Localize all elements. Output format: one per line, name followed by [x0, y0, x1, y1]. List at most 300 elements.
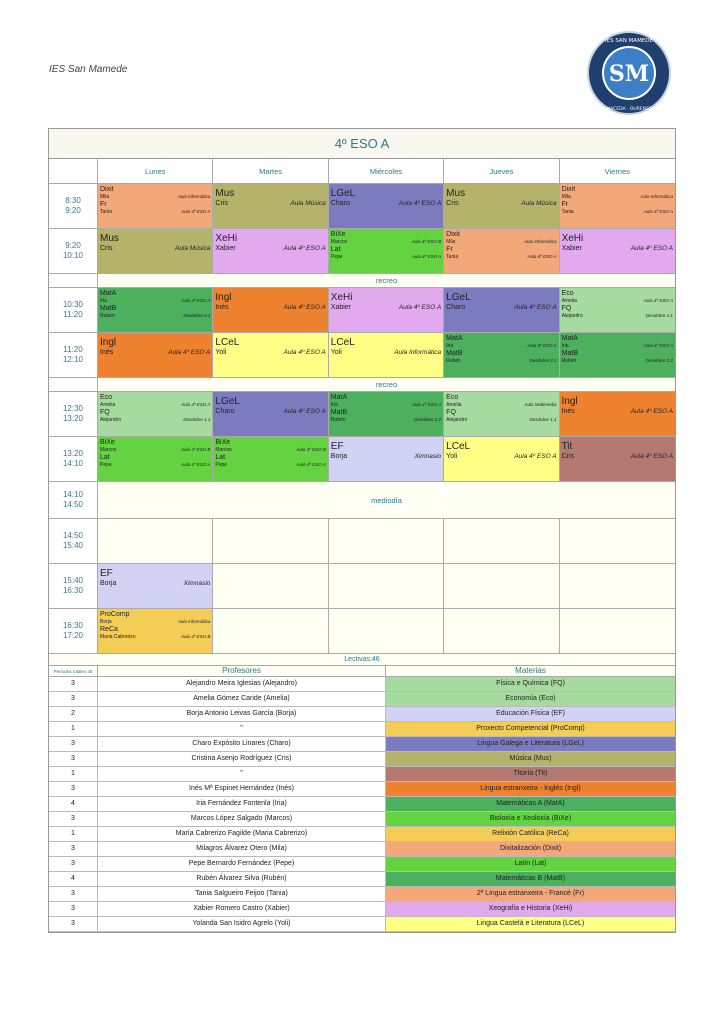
subject-code: Eco	[561, 290, 574, 297]
teacher-periods: 3	[49, 857, 98, 871]
teacher-periods: 3	[49, 677, 98, 691]
room-name: Aula 4º ESO A	[527, 254, 557, 259]
period-end: 16:30	[62, 586, 84, 595]
teacher-periods: 3	[49, 842, 98, 856]
slot-detail	[331, 348, 441, 357]
room-name: Aula 4º ESO A	[283, 304, 326, 311]
slot-detail	[215, 407, 325, 416]
teacher-name: Xabier	[215, 245, 236, 252]
class-slot[interactable]	[329, 392, 444, 436]
teacher-periods: 3	[49, 737, 98, 751]
period-end: 13:20	[62, 414, 84, 423]
class-slot[interactable]	[213, 333, 328, 377]
slot-detail	[100, 462, 210, 468]
teacher-name: Xabier	[330, 304, 352, 311]
period-end: 12:10	[62, 355, 84, 364]
subject-code: Dixit	[561, 186, 576, 193]
room-name: Aula 4º ESO A	[514, 453, 557, 460]
day-header: Martes	[213, 159, 328, 183]
teacher-periods: 3	[49, 902, 98, 916]
room-name: Aula Informática	[640, 194, 673, 199]
room-name: Aula 4º ESO A	[283, 245, 326, 252]
break-label: recreo	[98, 378, 675, 391]
class-slot[interactable]	[213, 288, 328, 332]
teacher-name: Charo	[215, 408, 235, 415]
subject-code: Ingl	[561, 396, 578, 407]
teacher-name: Tania	[561, 209, 574, 215]
logo-ring-bottom: MACEDA · OURENSE	[606, 107, 652, 112]
day-header: Lunes	[98, 159, 213, 183]
room-name: Aula 4º ESO A	[527, 343, 557, 348]
teacher-name: Xabier Romero Castro (Xabier)	[98, 902, 386, 916]
class-slot[interactable]	[213, 392, 328, 436]
period-row	[49, 229, 675, 274]
teacher-periods: 3	[49, 752, 98, 766]
class-slot[interactable]	[329, 288, 444, 332]
subject-code: XeHi	[215, 233, 238, 244]
subject-code: LGeL	[215, 396, 240, 407]
period-time	[49, 288, 98, 332]
period-row	[49, 609, 675, 654]
period-row	[49, 333, 675, 378]
legend-table	[49, 677, 675, 932]
room-name: Aula 4º ESO A	[168, 349, 211, 356]
class-slot	[213, 519, 328, 563]
period-row	[49, 288, 675, 333]
subject-code: Lat	[100, 454, 110, 461]
room-name: Aula 4º ESO A	[283, 349, 326, 356]
slot-detail	[331, 417, 441, 423]
subject-code: Fr	[100, 201, 107, 208]
room-name: Aula Música	[174, 245, 211, 252]
subject-name: Lingua Castelá e Literatura (LCeL)	[386, 917, 675, 931]
class-slot[interactable]	[329, 437, 444, 481]
break-time-cell	[49, 378, 98, 391]
class-slot[interactable]	[329, 184, 444, 228]
teacher-name: Tania	[100, 209, 112, 215]
class-slot[interactable]	[98, 609, 213, 653]
subject-name: Dixitalización (Dixit)	[386, 842, 675, 856]
room-name: Aula 4º ESO A	[643, 209, 673, 214]
class-slot[interactable]	[444, 437, 559, 481]
teacher-name: Pepe	[330, 254, 343, 260]
room-name: Aula 4º ESO A	[514, 304, 557, 311]
teacher-row	[49, 872, 675, 887]
teacher-name: Rubén	[100, 313, 115, 319]
subject-code: Ingl	[215, 292, 232, 303]
subject-code: BiXe	[215, 439, 231, 446]
teacher-name: Alejandro Meira Iglesias (Alejandro)	[98, 677, 386, 691]
subject-code: Dixit	[446, 231, 460, 238]
room-name: Ximnasio	[414, 453, 442, 460]
subject-code: BiXe	[100, 439, 115, 446]
teacher-name: Inés	[100, 349, 114, 356]
class-slot[interactable]	[329, 333, 444, 377]
room-name: Aula 4º ESO A	[398, 200, 442, 207]
teacher-name: Yoli	[446, 453, 458, 460]
slot-detail	[562, 358, 673, 364]
teacher-name: Amelia	[100, 402, 116, 408]
teacher-name: Tania	[446, 254, 459, 260]
teacher-name: "	[98, 722, 386, 736]
class-slot[interactable]	[213, 184, 328, 228]
room-name: Desdobre 2.2	[183, 313, 211, 318]
break-time-cell	[49, 274, 98, 287]
subject-code: LGeL	[446, 292, 471, 303]
teacher-name: Inés	[215, 304, 229, 311]
day-header: Viernes	[604, 166, 630, 176]
subject-name: Latín (Lat)	[386, 857, 675, 871]
period-end: 15:40	[62, 541, 84, 550]
teacher-name: Alejandro	[100, 417, 122, 423]
subject-code: FQ	[100, 409, 110, 416]
subject-code: MatA	[100, 290, 117, 297]
slot-detail	[562, 209, 673, 215]
teacher-name: Yoli	[215, 349, 227, 356]
lectivas-total: Lectivas:46	[49, 654, 675, 666]
break-label: recreo	[98, 274, 675, 287]
period-time	[49, 564, 98, 608]
slot-detail	[100, 209, 210, 215]
period-end: 14:10	[62, 459, 84, 468]
slot-detail	[562, 244, 673, 253]
teacher-name: Rubén	[561, 358, 577, 364]
room-name: Aula 4º ESO A	[181, 402, 211, 407]
room-name: Aula 4º ESO A	[630, 408, 673, 415]
teacher-row	[49, 797, 675, 812]
subject-name: Lingua estranxeira - Inglés (Ingl)	[386, 782, 675, 796]
period-time	[49, 437, 98, 481]
room-name: Desdobre 2.2	[414, 417, 442, 422]
slot-detail	[331, 452, 441, 461]
teacher-periods: 1	[49, 827, 98, 841]
timetable-grid	[49, 159, 675, 654]
teacher-row	[49, 857, 675, 872]
room-name: Aula 4º ESO B	[180, 634, 211, 639]
subject-name: Matemáticas A (MatA)	[386, 797, 675, 811]
teacher-name: Cristina Asenjo Rodríguez (Cris)	[98, 752, 386, 766]
teacher-periods: 3	[49, 887, 98, 901]
teacher-name: Cris	[561, 453, 575, 460]
teacher-row	[49, 722, 675, 737]
subject-code: MatB	[561, 350, 578, 357]
break-row	[49, 378, 675, 392]
class-slot[interactable]	[98, 564, 213, 608]
room-name: Desdobre 2.2	[529, 358, 557, 363]
teacher-name: Xabier	[561, 245, 582, 252]
corner-cell	[49, 159, 98, 183]
room-name: Aula 4º ESO B	[180, 447, 211, 452]
slot-detail	[215, 348, 325, 357]
slot-detail	[446, 358, 556, 364]
subject-code: MatA	[446, 335, 463, 342]
subject-code: MatB	[446, 350, 463, 357]
subject-code: Eco	[446, 394, 459, 401]
teacher-periods: 3	[49, 782, 98, 796]
class-slot	[444, 519, 559, 563]
teacher-periods: 3	[49, 917, 98, 931]
class-slot[interactable]	[444, 333, 559, 377]
room-name: Aula 4º ESO A	[296, 462, 326, 467]
slot-detail	[100, 313, 210, 319]
subject-code: LCeL	[330, 337, 355, 348]
class-slot[interactable]	[560, 288, 675, 332]
teacher-row	[49, 767, 675, 782]
slot-detail	[215, 199, 325, 208]
teacher-row	[49, 692, 675, 707]
period-time	[49, 184, 98, 228]
room-name: Aula 4º ESO A	[283, 408, 326, 415]
class-slot[interactable]	[560, 184, 675, 228]
teacher-name: Tania Salgueiro Feijoo (Tania)	[98, 887, 386, 901]
room-name: Aula 4º ESO A	[181, 298, 211, 303]
period-start: 15:40	[62, 576, 84, 586]
subject-code: ReCa	[100, 626, 118, 633]
teacher-name: Inés Mª Espinet Hernández (Inés)	[98, 782, 386, 796]
class-slot	[444, 564, 559, 608]
room-name: Aula Informática	[524, 239, 557, 244]
subject-code: BiXe	[330, 231, 346, 238]
teacher-name: Mila	[561, 194, 571, 200]
room-name: Aula 4º ESO B	[296, 447, 326, 452]
class-slot[interactable]	[444, 392, 559, 436]
class-slot[interactable]	[213, 229, 328, 273]
class-slot	[444, 609, 559, 653]
period-start: 14:50	[62, 531, 84, 541]
teacher-name: Mila	[446, 239, 456, 245]
class-slot[interactable]	[98, 333, 213, 377]
room-name: Aula 4º ESO A	[398, 304, 442, 311]
teacher-name: Pepe Bernardo Fernández (Pepe)	[98, 857, 386, 871]
room-name: Aula Informática	[177, 194, 211, 199]
class-slot[interactable]	[98, 392, 213, 436]
slot-detail	[562, 407, 673, 416]
room-name: Aula 4º ESO A	[411, 254, 442, 259]
period-start: 14:10	[62, 490, 84, 500]
period-row	[49, 564, 675, 609]
class-slot	[213, 564, 328, 608]
period-row	[49, 482, 675, 519]
period-start: 9:20	[65, 241, 81, 251]
room-name: Aula 4º ESO A	[643, 343, 673, 348]
teacher-name: Yoli	[330, 349, 342, 356]
logo-letters: SM	[608, 61, 650, 87]
subject-code: Dixit	[100, 186, 114, 193]
room-name: Desdobre 2.2	[645, 358, 673, 363]
subject-code: EF	[100, 568, 113, 579]
subject-name: Bioloxía e Xeoloxía (BiXe)	[386, 812, 675, 826]
subject-code: Lat	[330, 246, 341, 253]
subject-name: Titoría (Tit)	[386, 767, 675, 781]
teacher-name: Marcos	[100, 447, 117, 453]
class-slot	[329, 564, 444, 608]
room-name: Aula 4º ESO A	[643, 298, 673, 303]
teacher-name: Alejandro	[561, 313, 583, 319]
subject-code: MatA	[561, 335, 578, 342]
break-row	[49, 274, 675, 288]
logo-ring-top: IES SAN MAMEDE	[605, 38, 653, 44]
class-slot[interactable]	[329, 229, 444, 273]
teacher-name: Cris	[215, 200, 228, 207]
teacher-row	[49, 917, 675, 932]
subject-name: 2ª Lingua estranxeira - Francé (Fr)	[386, 887, 675, 901]
teacher-name: Borja	[100, 619, 112, 625]
timetable-sheet	[48, 128, 676, 933]
teacher-name: Charo Expósito Linares (Charo)	[98, 737, 386, 751]
subject-code: MatB	[100, 305, 117, 312]
teacher-row	[49, 827, 675, 842]
room-name: Aula Informática	[177, 619, 211, 624]
class-slot[interactable]	[98, 288, 213, 332]
day-header: Jueves	[444, 159, 559, 183]
periodos-totales: Períodos totales 46	[49, 666, 98, 676]
period-time	[49, 229, 98, 273]
period-end: 14:50	[62, 500, 84, 509]
room-name: Desdobre 1.1	[183, 417, 211, 422]
subject-code: ProComp	[100, 611, 130, 618]
teacher-row	[49, 887, 675, 902]
slot-detail	[100, 417, 210, 423]
teacher-periods: 4	[49, 872, 98, 886]
slot-detail	[446, 303, 556, 312]
teacher-name: Marcos	[330, 239, 348, 245]
room-name: Aula 4º ESO A	[411, 402, 442, 407]
slot-detail	[331, 254, 441, 260]
subject-code: XeHi	[561, 233, 584, 244]
teacher-name: Yolanda San Isidro Agrelo (Yoli)	[98, 917, 386, 931]
teacher-row	[49, 902, 675, 917]
slot-detail	[562, 452, 673, 461]
slot-detail	[331, 199, 441, 208]
period-end: 11:20	[63, 310, 83, 319]
teacher-name: María Cabrerizo Fagilde (Maria Cabrerizo)	[98, 827, 386, 841]
class-slot[interactable]	[560, 437, 675, 481]
period-row	[49, 392, 675, 437]
slot-detail	[215, 244, 325, 253]
teacher-name: Rubén	[330, 417, 346, 423]
subject-name: Educación Física (EF)	[386, 707, 675, 721]
profesores-header: Profesores	[98, 666, 386, 676]
period-end: 10:10	[62, 251, 84, 260]
slot-detail	[215, 303, 325, 312]
teacher-periods: 3	[49, 812, 98, 826]
school-name: IES San Mamede	[49, 64, 128, 75]
teacher-name: Milagros Álvarez Otero (Mila)	[98, 842, 386, 856]
slot-detail	[562, 313, 673, 319]
teacher-name: Cris	[446, 200, 459, 207]
period-start: 11:20	[63, 345, 83, 355]
period-row	[49, 184, 675, 229]
class-slot	[98, 519, 213, 563]
teacher-name: Amelia	[446, 402, 462, 408]
room-name: Desdobre 1.1	[645, 313, 673, 318]
teacher-name: Pepe	[215, 462, 228, 468]
teacher-row	[49, 737, 675, 752]
subject-code: LGeL	[330, 188, 356, 199]
teacher-name: Charo	[446, 304, 466, 311]
class-slot[interactable]	[98, 229, 213, 273]
teacher-periods: 1	[49, 722, 98, 736]
teacher-name: "	[98, 767, 386, 781]
room-name: Ximnasio	[183, 580, 211, 587]
slot-detail	[100, 579, 210, 588]
period-time	[49, 609, 98, 653]
mediodia-label: mediodía	[98, 482, 675, 518]
teacher-name: Maria Cabrerizo	[100, 634, 136, 640]
subject-code: Mus	[100, 233, 119, 244]
subject-code: MatA	[330, 394, 348, 401]
teacher-row	[49, 752, 675, 767]
teacher-row	[49, 812, 675, 827]
slot-detail	[100, 244, 210, 253]
class-slot	[213, 609, 328, 653]
slot-detail	[100, 348, 210, 357]
teacher-row	[49, 707, 675, 722]
teacher-name: Marcos López Salgado (Marcos)	[98, 812, 386, 826]
period-end: 17:20	[62, 631, 84, 640]
period-start: 8:30	[65, 196, 81, 206]
teacher-name: Iria Fernández Fontenla (Iria)	[98, 797, 386, 811]
teacher-name: Iria	[561, 343, 569, 349]
teacher-row	[49, 677, 675, 692]
day-header-row	[49, 159, 675, 184]
class-slot[interactable]	[213, 437, 328, 481]
subject-code: Lat	[215, 454, 226, 461]
class-slot[interactable]	[560, 229, 675, 273]
slot-detail	[446, 417, 556, 423]
subject-code: Eco	[100, 394, 113, 401]
teacher-periods: 4	[49, 797, 98, 811]
teacher-name: Amelia	[561, 298, 577, 304]
class-slot[interactable]	[444, 229, 559, 273]
slot-detail	[215, 462, 325, 468]
class-slot[interactable]	[560, 392, 675, 436]
period-row	[49, 519, 675, 564]
class-slot	[560, 564, 675, 608]
period-start: 12:30	[62, 404, 84, 414]
class-slot[interactable]	[444, 288, 559, 332]
subject-code: Mus	[446, 188, 466, 199]
teacher-name: Cris	[100, 245, 113, 252]
slot-detail	[446, 254, 556, 260]
subject-name: Proxecto Competencial (ProComp)	[386, 722, 675, 736]
teacher-name: Rubén	[446, 358, 461, 364]
teacher-name: Pepe	[100, 462, 112, 468]
teacher-name: Charo	[330, 200, 350, 207]
teacher-name: Mila	[100, 194, 110, 200]
day-header: Miércoles	[329, 159, 444, 183]
teacher-periods: 1	[49, 767, 98, 781]
period-time	[49, 519, 98, 563]
teacher-name: Marcos	[215, 447, 232, 453]
subject-code: FQ	[561, 305, 572, 312]
teacher-name: Borja Antonio Leivas García (Borja)	[98, 707, 386, 721]
teacher-name: Iria	[446, 343, 454, 349]
timetable-title: 4º ESO A	[49, 129, 675, 159]
room-name: Aula 4º ESO A	[630, 245, 673, 252]
class-slot[interactable]	[560, 333, 675, 377]
class-slot	[560, 609, 675, 653]
class-slot[interactable]	[444, 184, 559, 228]
class-slot[interactable]	[98, 184, 213, 228]
subject-code: FQ	[446, 409, 456, 416]
class-slot[interactable]	[98, 437, 213, 481]
period-start: 13:20	[62, 449, 84, 459]
room-name: Aula 4º ESO A	[181, 462, 211, 467]
period-time	[49, 482, 98, 518]
subject-code: LCeL	[215, 337, 240, 348]
teacher-name: Iria	[100, 298, 107, 304]
